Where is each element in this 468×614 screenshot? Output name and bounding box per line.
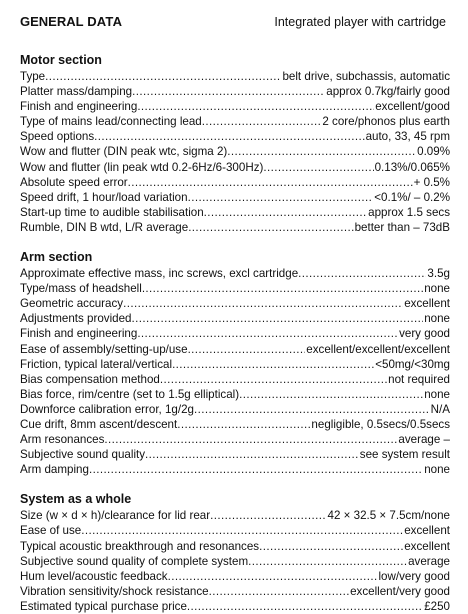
- dot-leader: [263, 160, 373, 175]
- dot-leader: [239, 387, 423, 402]
- dot-leader: [172, 357, 374, 372]
- spec-value: average –: [398, 433, 450, 447]
- spec-row: [20, 539, 450, 554]
- dot-leader: [94, 129, 364, 144]
- spec-label: Friction, typical lateral/vertical: [20, 357, 173, 371]
- spec-label: Ease of assembly/setting-up/use: [20, 342, 188, 356]
- spec-row: [20, 144, 450, 159]
- dot-leader: [128, 175, 413, 190]
- header: [20, 14, 450, 36]
- dot-leader: [187, 599, 423, 614]
- spec-value: £250: [424, 599, 450, 613]
- dot-leader: [142, 281, 423, 296]
- spec-label: Subjective sound quality: [20, 448, 146, 462]
- dot-leader: [104, 432, 397, 447]
- product-subtitle: Integrated player with cartridge: [274, 15, 446, 29]
- section-3: [20, 491, 450, 614]
- spec-value: <50mg/<30mg: [375, 357, 450, 371]
- spec-label: Platter mass/damping: [20, 85, 133, 99]
- spec-row: [20, 114, 450, 129]
- spec-value: none: [424, 282, 450, 296]
- spec-label: Arm resonances: [20, 433, 105, 447]
- spec-label: Finish and engineering: [20, 327, 138, 341]
- spec-row: [20, 599, 450, 614]
- section-title: System as a whole: [20, 492, 132, 507]
- spec-label: Vibration sensitivity/shock resistance: [20, 584, 209, 598]
- spec-value: none: [424, 463, 450, 477]
- dot-leader: [209, 584, 350, 599]
- spec-value: 2 core/phonos plus earth: [322, 115, 450, 129]
- spec-value: auto, 33, 45 rpm: [365, 130, 450, 144]
- spec-value: + 0.5%: [413, 175, 450, 189]
- dot-leader: [202, 114, 322, 129]
- spec-label: Bias compensation method: [20, 372, 160, 386]
- spec-value: 42 × 32.5 × 7.5cm/none: [327, 509, 450, 523]
- spec-label: Bias force, rim/centre (set to 1.5g elliptical): [20, 387, 240, 401]
- spec-row: [20, 129, 450, 144]
- spec-label: Arm damping: [20, 463, 89, 477]
- spec-label: Rumble, DIN B wtd, L/R average: [20, 220, 189, 234]
- spec-value: excellent: [404, 297, 450, 311]
- spec-label: Speed drift, 1 hour/load variation: [20, 190, 188, 204]
- spec-row: [20, 447, 450, 462]
- spec-row: [20, 432, 450, 447]
- spec-value: better than – 73dB: [354, 220, 450, 234]
- spec-row: [20, 342, 450, 357]
- spec-row: [20, 402, 450, 417]
- data-word: DATA: [87, 14, 123, 29]
- spec-value: not required: [388, 372, 450, 386]
- spec-row: [20, 160, 450, 175]
- spec-row: [20, 508, 450, 523]
- spec-value: approx 0.7kg/fairly good: [326, 85, 450, 99]
- spec-label: Geometric accuracy: [20, 297, 124, 311]
- spec-value: see system result: [359, 448, 450, 462]
- spec-row: [20, 205, 450, 220]
- dot-leader: [227, 144, 416, 159]
- spec-value: N/A: [430, 402, 450, 416]
- spec-label: Size (w × d × h)/clearance for lid rear: [20, 509, 211, 523]
- spec-value: none: [424, 312, 450, 326]
- spec-value: approx 1.5 secs: [368, 205, 450, 219]
- spec-row: [20, 417, 450, 432]
- dot-leader: [132, 311, 424, 326]
- spec-value: excellent: [404, 524, 450, 538]
- dot-leader: [248, 554, 407, 569]
- spec-row: [20, 462, 450, 477]
- dot-leader: [160, 372, 387, 387]
- dot-leader: [188, 342, 306, 357]
- spec-value: excellent/excellent/excellent: [306, 342, 450, 356]
- spec-row: [20, 311, 450, 326]
- section-1: [20, 52, 450, 235]
- spec-label: Speed options: [20, 130, 95, 144]
- dot-leader: [81, 523, 403, 538]
- spec-label: Subjective sound quality of complete system: [20, 554, 249, 568]
- spec-value: average: [408, 554, 450, 568]
- dot-leader: [45, 69, 281, 84]
- spec-value: none: [424, 387, 450, 401]
- spec-row: [20, 281, 450, 296]
- spec-row: [20, 584, 450, 599]
- dot-leader: [137, 326, 398, 341]
- spec-value: 3.5g: [427, 267, 450, 281]
- dot-leader: [210, 508, 326, 523]
- general-data-heading: [20, 14, 122, 29]
- spec-row: [20, 175, 450, 190]
- spec-value: excellent/very good: [350, 584, 450, 598]
- dot-leader: [89, 462, 423, 477]
- spec-label: Hum level/acoustic feedback: [20, 569, 168, 583]
- dot-leader: [137, 99, 374, 114]
- section-2: [20, 249, 450, 477]
- spec-label: Adjustments provided: [20, 312, 132, 326]
- spec-value: <0.1%/ – 0.2%: [374, 190, 450, 204]
- spec-label: Start-up time to audible stabilisation: [20, 205, 204, 219]
- spec-value: belt drive, subchassis, automatic: [282, 70, 450, 83]
- spec-label: Cue drift, 8mm ascent/descent: [20, 417, 178, 431]
- spec-label: Estimated typical purchase price: [20, 599, 187, 613]
- dot-leader: [132, 84, 325, 99]
- spec-row: [20, 69, 450, 84]
- spec-row: [20, 220, 450, 235]
- spec-value: 0.09%: [417, 145, 450, 159]
- spec-label: Type/mass of headshell: [20, 282, 142, 296]
- section-title: Motor section: [20, 53, 102, 67]
- spec-label: Finish and engineering: [20, 100, 138, 114]
- spec-label: Wow and flutter (DIN peak wtc, sigma 2): [20, 145, 228, 159]
- spec-row: [20, 190, 450, 205]
- spec-row: [20, 372, 450, 387]
- spec-value: low/very good: [378, 569, 450, 583]
- spec-label: Wow and flutter (lin peak wtd 0.2-6Hz/6-300Hz): [20, 160, 264, 174]
- spec-row: [20, 387, 450, 402]
- dot-leader: [168, 569, 378, 584]
- dot-leader: [194, 402, 430, 417]
- spec-label: Approximate effective mass, inc screws, excl cartridge: [20, 267, 299, 281]
- dot-leader: [177, 417, 310, 432]
- spec-value: excellent/good: [375, 100, 450, 114]
- section-title: Arm section: [20, 250, 93, 265]
- spec-value: excellent: [404, 539, 450, 553]
- spec-label: Downforce calibration error, 1g/2g: [20, 402, 194, 416]
- spec-value: 0.13%/0.065%: [374, 160, 450, 174]
- spec-label: Typical acoustic breakthrough and resonances: [20, 539, 260, 553]
- spec-label: Absolute speed error: [20, 175, 128, 189]
- spec-row: [20, 523, 450, 538]
- spec-row: [20, 357, 450, 372]
- spec-row: [20, 296, 450, 311]
- spec-row: [20, 99, 450, 114]
- spec-row: [20, 84, 450, 99]
- spec-label: Ease of use: [20, 524, 82, 538]
- dot-leader: [204, 205, 367, 220]
- dot-leader: [298, 266, 426, 281]
- dot-leader: [123, 296, 403, 311]
- spec-label: Type: [20, 70, 46, 83]
- spec-row: [20, 554, 450, 569]
- dot-leader: [188, 220, 353, 235]
- spec-value: negligible, 0.5secs/0.5secs: [311, 417, 450, 431]
- spec-row: [20, 266, 450, 281]
- spec-value: very good: [399, 327, 450, 341]
- dot-leader: [259, 539, 403, 554]
- sections-container: [20, 52, 450, 614]
- spec-row: [20, 569, 450, 584]
- general-word: GENERAL: [20, 14, 84, 29]
- dot-leader: [188, 190, 374, 205]
- dot-leader: [145, 447, 359, 462]
- spec-label: Type of mains lead/connecting lead: [20, 115, 202, 129]
- spec-row: [20, 326, 450, 341]
